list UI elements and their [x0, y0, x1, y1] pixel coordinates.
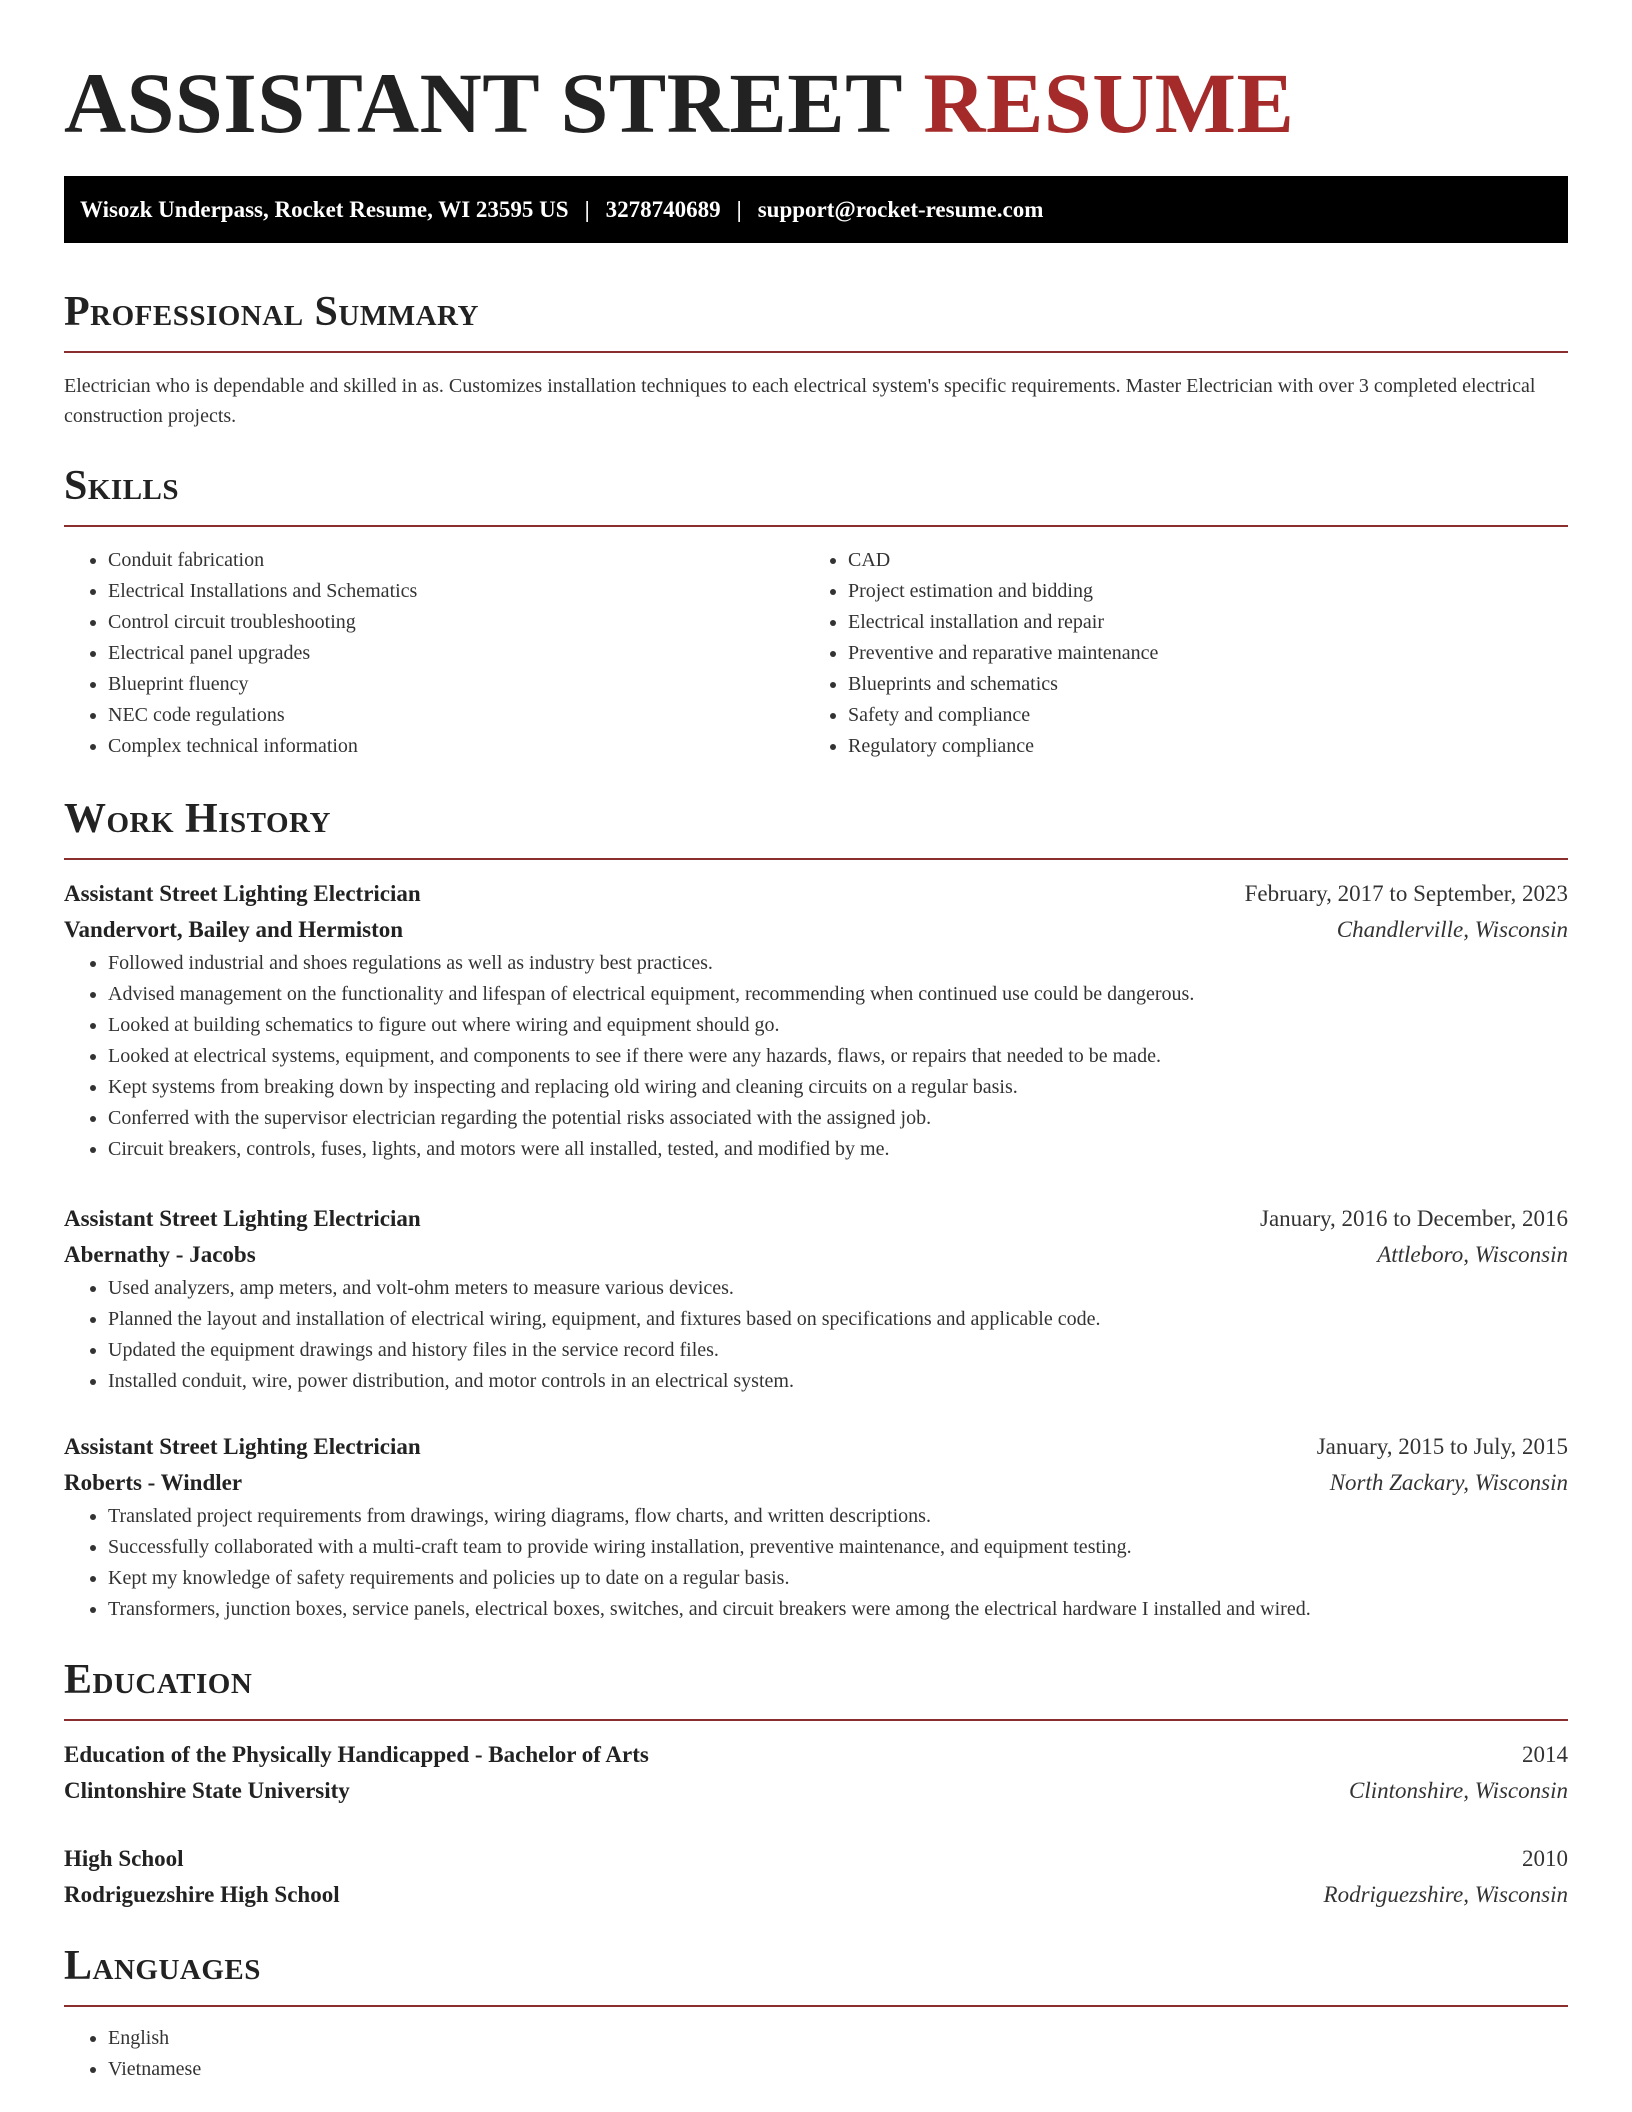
job-duties — [64, 1501, 1568, 1625]
summary-section — [64, 289, 1568, 431]
section-divider — [64, 2005, 1568, 2007]
job-duty: • Kept systems from breaking down by inspecting and replacing old wiring and cleaning circuits on a regular basis. — [108, 1072, 1568, 1103]
work-history-heading: Work History — [64, 796, 331, 842]
job-duty: • Looked at building schematics to figure out where wiring and equipment should go. — [108, 1010, 1568, 1041]
job-company: Vandervort, Bailey and Hermiston — [64, 917, 404, 942]
skill-item: • Control circuit troubleshooting — [108, 607, 804, 638]
job-entry — [64, 876, 1568, 1165]
job-duty: • Transformers, junction boxes, service panels, electrical boxes, switches, and circuit breakers were among the electrical hardware I installed and wired. — [108, 1594, 1568, 1625]
education-location: Clintonshire, Wisconsin — [1349, 1778, 1568, 1803]
skill-item: • Regulatory compliance — [848, 731, 1544, 762]
education-degree: Education of the Physically Handicapped - Bachelor of Arts — [64, 1742, 649, 1767]
skills-list-right — [804, 545, 1544, 762]
title-accent: RESUME — [923, 55, 1295, 151]
job-location: Attleboro, Wisconsin — [1377, 1242, 1568, 1267]
job-company-row — [64, 912, 1568, 948]
job-duties — [64, 1273, 1568, 1397]
job-duty: • Kept my knowledge of safety requirements and policies up to date on a regular basis. — [108, 1563, 1568, 1594]
languages-list — [64, 2023, 1568, 2085]
education-entry — [64, 1841, 1568, 1913]
language-item: • Vietnamese — [108, 2054, 1568, 2085]
job-duty: • Planned the layout and installation of electrical wiring, equipment, and fixtures based on specifications and applicable code. — [108, 1304, 1568, 1335]
title-main: ASSISTANT STREET — [64, 55, 902, 151]
skill-item: • Complex technical information — [108, 731, 804, 762]
job-duty: • Successfully collaborated with a multi-craft team to provide wiring installation, preventive maintenance, and equipment testing. — [108, 1532, 1568, 1563]
job-duty: • Translated project requirements from drawings, wiring diagrams, flow charts, and written descriptions. — [108, 1501, 1568, 1532]
skills-column-left — [64, 545, 804, 762]
education-entry — [64, 1737, 1568, 1809]
contact-email: support@rocket-resume.com — [757, 196, 1044, 222]
education-year: 2014 — [1522, 1742, 1568, 1767]
skill-item: • Safety and compliance — [848, 700, 1544, 731]
skill-item: • Electrical panel upgrades — [108, 638, 804, 669]
education-location: Rodriguezshire, Wisconsin — [1323, 1882, 1568, 1907]
education-school: Rodriguezshire High School — [64, 1882, 340, 1907]
section-divider — [64, 858, 1568, 860]
job-entry — [64, 1201, 1568, 1397]
education-heading: Education — [64, 1657, 253, 1703]
job-dates: January, 2016 to December, 2016 — [1260, 1206, 1568, 1231]
skill-item: • Preventive and reparative maintenance — [848, 638, 1544, 669]
job-dates: February, 2017 to September, 2023 — [1244, 881, 1568, 906]
contact-bar — [64, 176, 1568, 243]
job-company-row — [64, 1237, 1568, 1273]
education-school-row — [64, 1773, 1568, 1809]
job-location: Chandlerville, Wisconsin — [1336, 917, 1568, 942]
job-header-row — [64, 876, 1568, 912]
job-duty: • Advised management on the functionality and lifespan of electrical equipment, recommending when continued use could be dangerous. — [108, 979, 1568, 1010]
skill-item: • Project estimation and bidding — [848, 576, 1544, 607]
job-duty: • Circuit breakers, controls, fuses, lights, and motors were all installed, tested, and modified by me. — [108, 1134, 1568, 1165]
job-duty: • Used analyzers, amp meters, and volt-ohm meters to measure various devices. — [108, 1273, 1568, 1304]
skill-item: • Electrical Installations and Schematics — [108, 576, 804, 607]
job-duty: • Followed industrial and shoes regulations as well as industry best practices. — [108, 948, 1568, 979]
job-company: Abernathy - Jacobs — [64, 1242, 256, 1267]
skills-column-right — [804, 545, 1544, 762]
work-history-section — [64, 796, 1568, 1625]
education-degree: High School — [64, 1846, 184, 1871]
contact-phone: 3278740689 — [605, 196, 721, 222]
job-company: Roberts - Windler — [64, 1470, 243, 1495]
job-entry — [64, 1429, 1568, 1625]
skills-heading: Skills — [64, 463, 180, 509]
job-title: Assistant Street Lighting Electrician — [64, 1434, 421, 1459]
languages-section — [64, 1943, 1568, 2085]
job-dates: January, 2015 to July, 2015 — [1316, 1434, 1568, 1459]
section-divider — [64, 1719, 1568, 1721]
skill-item: • CAD — [848, 545, 1544, 576]
skill-item: • Conduit fabrication — [108, 545, 804, 576]
job-location: North Zackary, Wisconsin — [1329, 1470, 1568, 1495]
education-section — [64, 1657, 1568, 1913]
job-duties — [64, 948, 1568, 1165]
contact-separator: | — [584, 196, 590, 222]
resume-title — [64, 0, 1568, 151]
language-item: • English — [108, 2023, 1568, 2054]
skill-item: • NEC code regulations — [108, 700, 804, 731]
job-header-row — [64, 1429, 1568, 1465]
skills-grid — [64, 545, 1568, 762]
section-divider — [64, 525, 1568, 527]
job-company-row — [64, 1465, 1568, 1501]
section-divider — [64, 351, 1568, 353]
education-header-row — [64, 1737, 1568, 1773]
education-year: 2010 — [1522, 1846, 1568, 1871]
job-duty: • Updated the equipment drawings and history files in the service record files. — [108, 1335, 1568, 1366]
education-school: Clintonshire State University — [64, 1778, 350, 1803]
job-title: Assistant Street Lighting Electrician — [64, 1206, 421, 1231]
job-title: Assistant Street Lighting Electrician — [64, 881, 421, 906]
job-duty: • Installed conduit, wire, power distribution, and motor controls in an electrical system. — [108, 1366, 1568, 1397]
languages-heading: Languages — [64, 1943, 261, 1989]
skills-list-left — [64, 545, 804, 762]
skill-item: • Blueprint fluency — [108, 669, 804, 700]
job-header-row — [64, 1201, 1568, 1237]
education-header-row — [64, 1841, 1568, 1877]
skills-section — [64, 463, 1568, 762]
contact-separator: | — [736, 196, 742, 222]
job-duty: • Conferred with the supervisor electrician regarding the potential risks associated with the assigned job. — [108, 1103, 1568, 1134]
summary-text: Electrician who is dependable and skilled in as. Customizes installation techniques to each electrical system's specific requirements. Master Electrician with over 3 completed electrical construction projects. — [64, 375, 1536, 427]
skill-item: • Blueprints and schematics — [848, 669, 1544, 700]
summary-heading: Professional Summary — [64, 289, 479, 335]
contact-address: Wisozk Underpass, Rocket Resume, WI 23595 US — [80, 196, 569, 222]
skill-item: • Electrical installation and repair — [848, 607, 1544, 638]
education-school-row — [64, 1877, 1568, 1913]
job-duty: • Looked at electrical systems, equipment, and components to see if there were any hazards, flaws, or repairs that needed to be made. — [108, 1041, 1568, 1072]
